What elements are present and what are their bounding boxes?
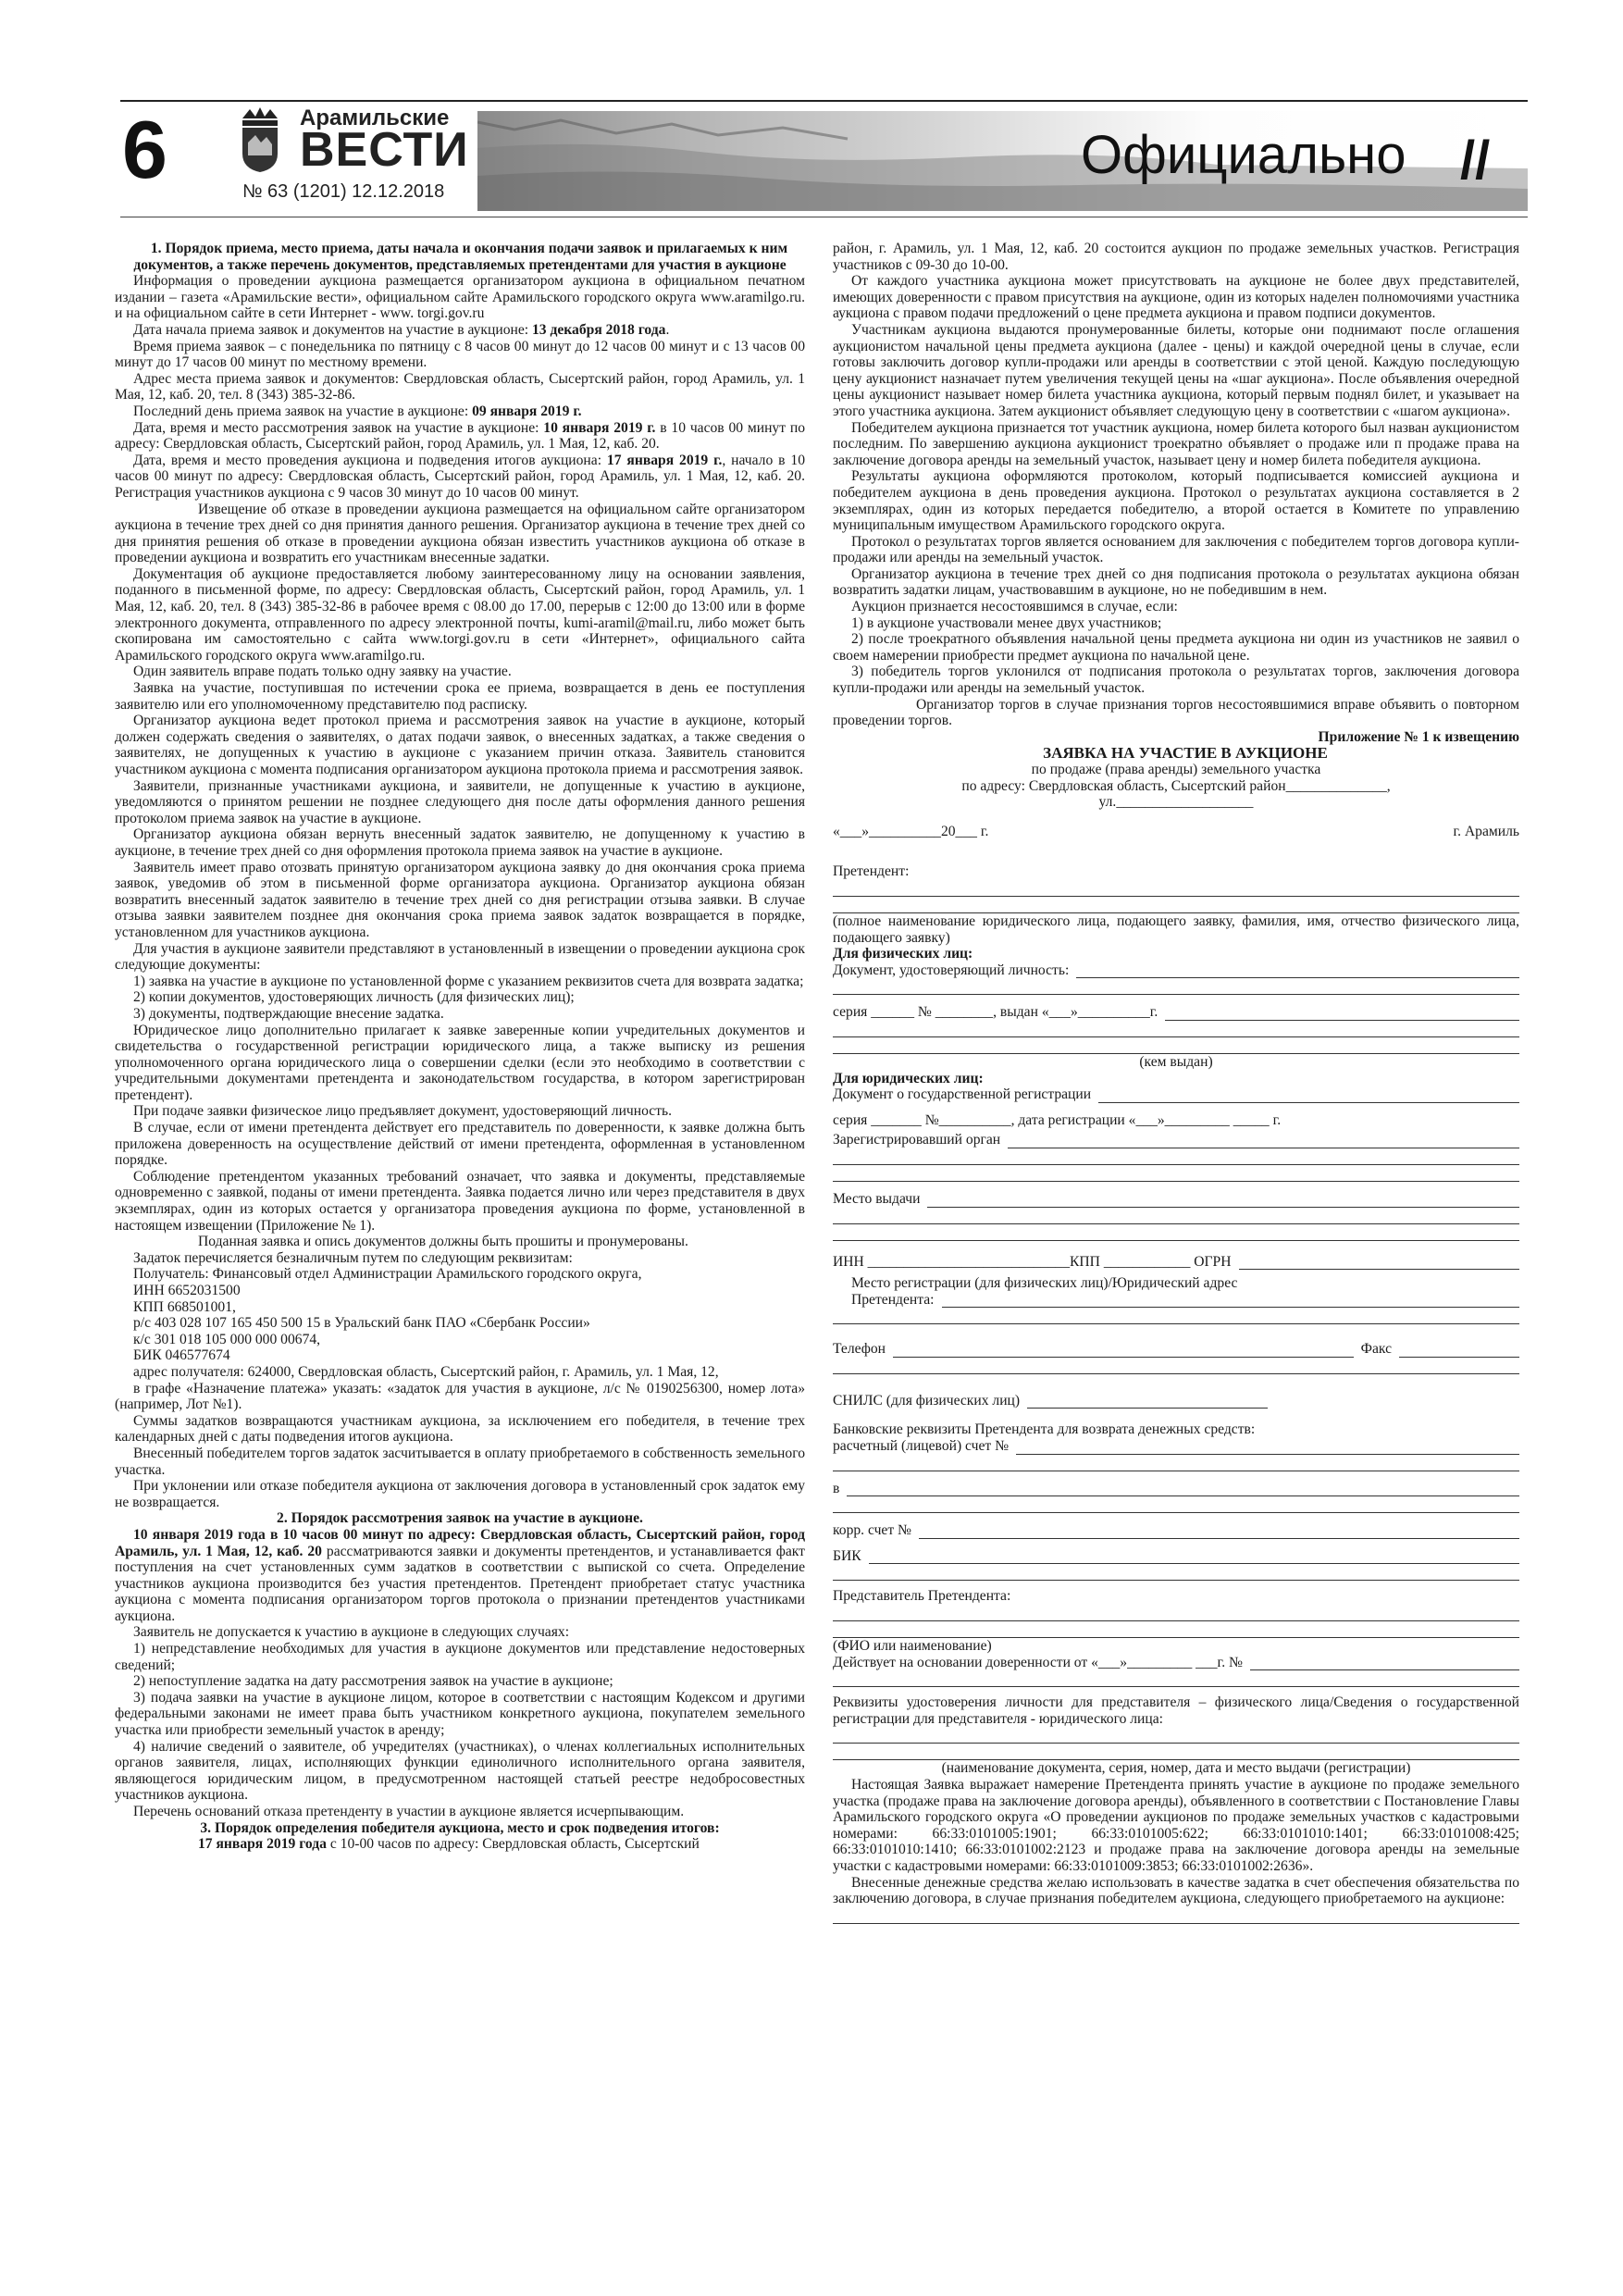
paragraph: Заявитель не допускается к участию в аукционе в следующих случаях:: [133, 1624, 570, 1641]
form-row: [833, 1086, 1519, 1103]
label: Зарегистрировавший орган: [833, 1132, 1001, 1148]
paragraph: Организатор торгов в случае признания торгов несостоявшимися вправе объявить о повторном проведении торгов.: [833, 696, 1519, 729]
paragraph: Задаток перечисляется безналичным путем по следующим реквизитам:: [133, 1249, 573, 1266]
section-1-heading: 1. Порядок приема, место приема, даты начала и окончания подачи заявок и прилагаемых к ним документов, а также перечень документов, представляемых претендентами для участия в аукционе: [133, 241, 788, 273]
proxy-field[interactable]: [833, 1670, 1519, 1687]
phone-field[interactable]: [893, 1342, 1354, 1358]
paragraph: Информация о проведении аукциона размещается организатором аукциона в официальном печатном издании – газета «Арамильские вести», официальном сайте Арамильского городского округа www.aramilgo.ru. и на официальном сайте в сети Интернет - www. torgi.gov.ru: [115, 273, 805, 322]
paragraph: Поданная заявка и опись документов должны быть прошиты и пронумерованы.: [198, 1234, 688, 1250]
section-3-heading: 3. Порядок определения победителя аукциона, место и срок подведения итогов:: [200, 1819, 720, 1836]
form-row: [833, 1548, 1519, 1565]
snils-field[interactable]: [1027, 1393, 1268, 1409]
bik-field[interactable]: [869, 1548, 1519, 1564]
representative-doc-field[interactable]: [833, 1727, 1519, 1744]
paragraph: Внесенные денежные средства желаю использовать в качестве задатка в счет обеспечения обязательства по заключению договора, в случае признания победителем аукциона, следующего приобретаемого на аукционе:: [833, 1874, 1519, 1907]
paragraph: 2) после троекратного объявления начальной цены предмета аукциона ни один из участников не заявил о своем намерении приобрести предмет аукциона по начальной цене.: [833, 631, 1519, 664]
registering-authority-field[interactable]: [833, 1148, 1519, 1165]
account-field[interactable]: [1016, 1439, 1519, 1455]
paragraph: Последний день приема заявок на участие в аукционе: 09 января 2019 г.: [133, 403, 582, 419]
label: Представитель Претендента:: [833, 1588, 1011, 1605]
paragraph: Суммы задатков возвращаются участникам аукциона, за исключением его победителя, в течение трех календарных дней с даты подведения итогов аукциона.: [115, 1412, 805, 1446]
paragraph: Получатель: Финансовый отдел Администрации Арамильского городского округа,: [133, 1266, 642, 1283]
paragraph: адрес получателя: 624000, Свердловская область, Сысертский район, г. Арамиль, ул. 1 Мая, 12,: [133, 1363, 719, 1380]
paragraph: Дата, время и место рассмотрения заявок на участие в аукционе: 10 января 2019 г. в 10 часов 00 минут по адресу: Свердловская область, Сысертский район, город Арамиль, ул. 1 Мая, 12, каб. 20.: [115, 419, 805, 453]
logo-title-small: Арамильские: [300, 105, 450, 130]
label: Банковские реквизиты Претендента для возврата денежных средств:: [833, 1421, 1256, 1438]
label: Телефон: [833, 1341, 886, 1358]
label: Место регистрации (для физических лиц)/Юридический адрес: [851, 1275, 1238, 1292]
crest-icon: [239, 105, 281, 174]
issue-place-field[interactable]: [833, 1224, 1519, 1241]
paragraph: 17 января 2019 года с 10-00 часов по адресу: Свердловская область, Сысертский: [198, 1836, 700, 1853]
phone-extra-field[interactable]: [833, 1358, 1519, 1374]
paragraph: 2) копии документов, удостоверяющих личность (для физических лиц);: [133, 989, 575, 1006]
issued-by-field[interactable]: [833, 1037, 1519, 1054]
issue-place-field[interactable]: [927, 1192, 1519, 1208]
form-row: [833, 1655, 1519, 1671]
form-row: [833, 1112, 1519, 1129]
paragraph: Документация об аукционе предоставляется любому заинтересованному лицу на основании заявления, поданного в письменной форме, по адресу: Свердловская область, Сысертский район, город Арамиль, ул. 1 Мая, 12, каб. 20, тел. 8 (343) 385-32-86 в рабочее время с 08.00 до 17.00, перерыв с 12:00 до 13:00 или в форме электронного документа, отправленного по адресу электронной почты, kumi-aramil@mail.ru, либо может быть скопирована им самостоятельно с сайта www.torgi.gov.ru в сети «Интернет», официального сайта Арамильского городского округа www.aramilgo.ru.: [115, 565, 805, 664]
section-title: Официально: [1081, 125, 1406, 185]
form-title: ЗАЯВКА НА УЧАСТИЕ В АУКЦИОНЕ: [1043, 744, 1328, 763]
paragraph: Соблюдение претендентом указанных требований означает, что заявка и документы, представляемые одновременно с заявкой, поданы от имени претендента. Заявка подается лично или через представителя в двух экземплярах, один из которых остается у организатора проведения аукциона по форме, установленной в настоящем извещении (Приложение № 1).: [115, 1168, 805, 1234]
field-note: (ФИО или наименование): [833, 1638, 992, 1655]
legal-address-field[interactable]: [833, 1308, 1519, 1324]
bik-field[interactable]: [833, 1564, 1519, 1581]
logo-title-big: ВЕСТИ: [300, 123, 469, 177]
paragraph: Аукцион признается несостоявшимся в случае, если:: [851, 599, 1178, 615]
form-subtitle: по продаже (права аренды) земельного участка: [1031, 762, 1321, 777]
paragraph: Один заявитель вправе подать только одну заявку на участие.: [133, 664, 512, 680]
label: ИНН ____________________________КПП ____________ ОГРН: [833, 1253, 1232, 1270]
paragraph: Организатор аукциона ведет протокол приема и рассмотрения заявок на участие в аукционе, который должен содержать сведения о заявителях, о датах подачи заявок, о внесенных задатках, а также сведения о заявителях, не допущенных к участию в аукционе с указанием причин отказа. Заявитель становится участником аукциона с момента подписания организатором аукциона протокола приема и рассмотрения заявок.: [115, 713, 805, 777]
paragraph: 2) непоступление задатка на дату рассмотрения заявок на участие в аукционе;: [133, 1673, 613, 1690]
representative-field[interactable]: [833, 1605, 1519, 1621]
field-note: (кем выдан): [1139, 1053, 1213, 1070]
bank-name-field[interactable]: [847, 1481, 1519, 1496]
paragraph: 1) в аукционе участвовали менее двух участников;: [851, 614, 1162, 631]
form-subtitle: по адресу: Свердловская область, Сысертский район______________,: [961, 777, 1391, 794]
paragraph: Организатор аукциона обязан вернуть внесенный задаток заявителю, не допущенному к участию в аукционе, в течение трех дней со дня оформления протокола приема заявок на участие в аукционе.: [115, 826, 805, 859]
proxy-number-field[interactable]: [1250, 1655, 1519, 1670]
paragraph: в графе «Назначение платежа» указать: «задаток для участия в аукционе, л/с № 0190256300, номер лота» (например, Лот №1).: [115, 1380, 805, 1413]
paragraph: Перечень оснований отказа претенденту в участии в аукционе является исчерпывающим.: [133, 1804, 685, 1819]
registering-authority-field[interactable]: [833, 1165, 1519, 1182]
label: БИК: [833, 1547, 861, 1564]
paragraph: От каждого участника аукциона может присутствовать на аукционе не более двух представителей, имеющих доверенности с правом присутствия на аукционе, один из которых наделен полномочиями участника аукциона с правом подачи предложений о цене предмета аукциона и правом подписи документов.: [833, 273, 1519, 322]
label: расчетный (лицевой) счет №: [833, 1438, 1010, 1455]
paragraph: Время приема заявок – с понедельника по пятницу с 8 часов 00 минут до 12 часов 00 минут и с 13 часов 00 минут до 17 часов 00 минут по местному времени.: [115, 338, 805, 371]
account-field[interactable]: [833, 1455, 1519, 1471]
label: Претендент:: [833, 863, 910, 880]
date-line-row: [833, 824, 1519, 840]
fax-field[interactable]: [1399, 1342, 1519, 1358]
paragraph: Дата, время и место проведения аукциона и подведения итогов аукциона: 17 января 2019 г., начало в 10 часов 00 минут по адресу: Свердловская область, Сысертский район, город Арамиль, ул. 1 Мая, 12, каб. 20. Регистрация участников аукциона с 9 часов 30 минут до 10 часов 00 минут.: [115, 452, 805, 501]
paragraph: При уклонении или отказе победителя аукциона от заключения договора в установленный срок задаток ему не возвращается.: [115, 1478, 805, 1510]
paragraph: Протокол о результатах торгов является основанием для заключения с победителем торгов договора купли-продажи или аренды на земельный участок.: [833, 533, 1519, 566]
paragraph: 3) документы, подтверждающие внесение задатка.: [133, 1005, 444, 1022]
bank-name-field[interactable]: [833, 1496, 1519, 1513]
ogrn-field[interactable]: [1239, 1254, 1520, 1270]
form-row: [833, 1004, 1519, 1021]
form-row: [833, 1254, 1519, 1271]
paragraph: Заявители, признанные участниками аукциона, и заявители, не допущенные к участию в аукционе, уведомляются о принятом решении не позднее следующего дня после даты оформления данного решения протоколом приема заявок на участие в аукционе.: [115, 777, 805, 826]
label: СНИЛС (для физических лиц): [833, 1392, 1021, 1409]
appendix-label: Приложение № 1 к извещению: [1318, 728, 1519, 745]
representative-field[interactable]: [833, 1621, 1519, 1638]
identity-document-field[interactable]: [1076, 962, 1519, 978]
label: Место выдачи: [833, 1190, 921, 1207]
paragraph: район, г. Арамиль, ул. 1 Мая, 12, каб. 20 состоится аукцион по продаже земельных участков. Регистрация участников с 09-30 до 10-00.: [833, 241, 1519, 273]
form-row: [833, 1438, 1519, 1455]
paragraph: БИК 046577674: [133, 1347, 230, 1364]
paragraph: Адрес места приема заявок и документов: Свердловская область, Сысертский район, город Арамиль, ул. 1 Мая, 12, каб. 20, тел. 8 (343) 385-32-86.: [115, 370, 805, 403]
paragraph: КПП 668501001,: [133, 1298, 236, 1315]
label: Документ о государственной регистрации: [833, 1086, 1092, 1103]
paragraph: Настоящая Заявка выражает намерение Претендента принять участие в аукционе по продаже земельного участка (продаже права на заключение договора аренды), объявленного в соответствии с Постановление Главы Арамильского городского округа «О проведении аукционов по продаже земельных участков с кадастровыми номерами: 66:33:0101005:1901; 66:33:0101005:622; 66:33:0101010:1401; 66:33:0101008:425; 66:33:0101010:1410; 66:33:0101002:2123 и продаже права на заключение договора аренды на земельные участки с кадастровыми номерами: 66:33:0101009:3853; 66:33:0101002:2636».: [833, 1777, 1519, 1874]
label: Претендента:: [851, 1291, 935, 1308]
paragraph: ИНН 6652031500: [133, 1283, 241, 1298]
passport-series-field[interactable]: [1165, 1005, 1519, 1021]
field-note: (наименование документа, серия, номер, дата и место выдачи (регистрации): [941, 1760, 1411, 1777]
form-row: [833, 1292, 1519, 1309]
issue-place-field[interactable]: [833, 1208, 1519, 1224]
section-2-heading: 2. Порядок рассмотрения заявок на участие в аукционе.: [277, 1510, 643, 1527]
right-column: [833, 241, 1519, 1924]
form-row: [833, 1393, 1519, 1409]
form-row: [833, 1522, 1519, 1539]
paragraph: 1) заявка на участие в аукционе по установленной форме с указанием реквизитов счета для возврата задатка;: [133, 973, 804, 989]
legal-address-field[interactable]: [942, 1292, 1519, 1308]
label: корр. счет №: [833, 1522, 911, 1539]
field-note: (полное наименование юридического лица, подающего заявку, фамилия, имя, отчество физического лица, подающего заявку): [833, 912, 1519, 946]
subheading: Для юридических лиц:: [833, 1070, 984, 1086]
paragraph: р/с 403 028 107 165 450 500 15 в Уральский банк ПАО «Сбербанк России»: [133, 1315, 590, 1332]
applicant-field[interactable]: [833, 880, 1519, 897]
representative-doc-field[interactable]: [833, 1744, 1519, 1760]
deposit-field[interactable]: [833, 1907, 1519, 1924]
label: в: [833, 1480, 840, 1496]
label: Документ, удостоверяющий личность:: [833, 962, 1070, 978]
paragraph: Заявка на участие, поступившая по истечении срока ее приема, возвращается в день ее поступления заявителю или его уполномоченному представителю под расписку.: [115, 680, 805, 713]
left-column: [115, 241, 805, 1853]
registering-authority-field[interactable]: [1008, 1133, 1519, 1148]
corr-account-field[interactable]: [919, 1523, 1519, 1539]
registration-document-field[interactable]: [1098, 1087, 1519, 1103]
paragraph: Извещение об отказе в проведении аукциона размещается на официальном сайте организатором аукциона в течение трех дней со дня принятия данного решения. Организатор аукциона в течение трех дней со дня принятия решения об отказе в проведении аукциона обязан известить участников аукциона об отказе в проведении аукциона и возвратить его участникам внесенные задатки.: [115, 501, 805, 566]
paragraph: Для участия в аукционе заявители представляют в установленный в извещении о проведении аукциона срок следующие документы:: [115, 940, 805, 974]
paragraph: 4) наличие сведений о заявителе, об учредителях (участниках), о членах коллегиальных исполнительных органов заявителя, лицах, исполняющих функции единоличного исполнительного органа заявителя, являющегося юридическим лицом, в предусмотренном настоящей статьей реестре недобросовестных участников аукциона.: [115, 1738, 805, 1804]
paragraph: Заявитель имеет право отозвать принятую организатором аукциона заявку до дня окончания срока приема заявок, уведомив об этом в письменной форме организатора аукциона. Организатор аукциона обязан возвратить внесенный задаток заявителю в течение трех дней со дня регистрации отзыва заявки. В случае отзыва заявки заявителем позднее дня окончания срока приема заявок задаток возвращается в порядке, установленном для участников аукциона.: [115, 859, 805, 940]
issue-number: № 63 (1201) 12.12.2018: [242, 181, 445, 202]
paragraph: Победителем аукциона признается тот участник аукциона, номер билета которого был назван аукционистом последним. По завершению аукциона аукционист троекратно объявляет о продаже или п продаже права на заключение договора аренды на земельный участок, называет цену и номер билета победителя аукциона.: [833, 419, 1519, 468]
label: серия _______ №__________, дата регистрации «___»_________ _____ г.: [833, 1111, 1282, 1128]
paragraph: Внесенный победителем торгов задаток засчитывается в оплату приобретаемого в собственность земельного участка.: [115, 1445, 805, 1478]
form-subtitle: ул.___________________: [1098, 794, 1254, 811]
label: серия ______ № ________, выдан «___»__________г.: [833, 1004, 1158, 1021]
paragraph: 3) победитель торгов уклонился от подписания протокола о результатах торгов, заключения договора купли-продажи или аренды на земельный участок.: [833, 664, 1519, 697]
paragraph: 3) подача заявки на участие в аукционе лицом, которое в соответствии с настоящим Кодексом и другими федеральными законами не имеет права быть участником конкретного аукциона, покупателем земельного участка или приобрести земельный участок в аренду;: [115, 1689, 805, 1739]
paragraph: Результаты аукциона оформляются протоколом, который подписывается комиссией аукциона и победителем аукциона в день проведения аукциона. Протокол о результатах аукциона составляется в 2 экземплярах, один из которых передается победителю, а второй остается в Комитете по управлению муниципальным имуществом Арамильского городского округа.: [833, 468, 1519, 534]
label: Факс: [1360, 1341, 1392, 1358]
form-row: [833, 1191, 1519, 1208]
form-row: [833, 962, 1519, 979]
paragraph: к/с 301 018 105 000 000 00674,: [133, 1331, 321, 1347]
paragraph: 10 января 2019 года в 10 часов 00 минут по адресу: Свердловская область, Сысертский район, город Арамиль, ул. 1 Мая, 12, каб. 20 рассматриваются заявки и документы претендентов, и устанавливается факт поступления на счет установленных сумм задатков в соответствии с выпиской со счета. Определение участников аукциона производится без участия претендентов. Претендент приобретает статус участника аукциона с момента подписания организатором торгов протокола о признании претендентов участниками аукциона.: [115, 1526, 805, 1624]
form-row: [833, 1341, 1519, 1358]
subheading: Для физических лиц:: [833, 946, 973, 962]
form-row: [833, 1132, 1519, 1148]
form-date[interactable]: «___»__________20___ г.: [833, 823, 989, 839]
identity-document-field[interactable]: [833, 978, 1519, 995]
applicant-row: [833, 863, 1519, 880]
paragraph: Участникам аукциона выдаются пронумерованные билеты, которые они поднимают после оглашения аукционистом начальной цены предмета аукциона (далее - цены) и каждой очередной цены в случае, если готовы заключить договор купли-продажи или аренды в соответствии с этой ценой. Каждую последующую цену аукционист назначает путем увеличения текущей цены на «шаг аукциона». После объявления очередной цены аукционист называет номер билета участника аукциона, который первым поднял билет, и указывает на этого участника аукциона. Затем аукционист объявляет следующую цену в соответствии с «шагом аукциона».: [833, 321, 1519, 419]
page-number: 6: [122, 104, 167, 195]
section-mark: //: [1460, 130, 1491, 191]
issued-by-field[interactable]: [833, 1021, 1519, 1037]
paragraph: 1) непредставление необходимых для участия в аукционе документов или представление недостоверных сведений;: [115, 1641, 805, 1673]
paragraph: В случае, если от имени претендента действует его представитель по доверенности, к заявке должна быть приложена доверенность на осуществление действий от имени претендента, оформленная в установленном порядке.: [115, 1120, 805, 1169]
form-row: [833, 1481, 1519, 1497]
paragraph: При подаче заявки физическое лицо предъявляет документ, удостоверяющий личность.: [133, 1103, 673, 1120]
paragraph: Юридическое лицо дополнительно прилагает к заявке заверенные копии учредительных документов и свидетельства о государственной регистрации юридического лица, а также выписку из решения уполномоченного органа юридического лица о совершении сделки (если это необходимо в соответствии с учредительными документами претендента и законодательством государства, в котором зарегистрирован претендент).: [115, 1022, 805, 1103]
applicant-field[interactable]: [833, 897, 1519, 913]
paragraph: Дата начала приема заявок и документов на участие в аукционе: 13 декабря 2018 года.: [133, 321, 670, 338]
newspaper-logo: [239, 102, 475, 178]
paragraph: Организатор аукциона в течение трех дней со дня подписания протокола о результатах аукциона обязан возвратить задатки лицам, участвовавшим в аукционе, но не победившим в нем.: [833, 565, 1519, 599]
form-city: г. Арамиль: [1453, 823, 1519, 839]
label: Действует на основании доверенности от «___»_________ ___г. №: [833, 1654, 1243, 1670]
label: Реквизиты удостоверения личности для представителя – физического лица/Сведения о государственной регистрации для представителя - юридического лица:: [833, 1694, 1519, 1727]
